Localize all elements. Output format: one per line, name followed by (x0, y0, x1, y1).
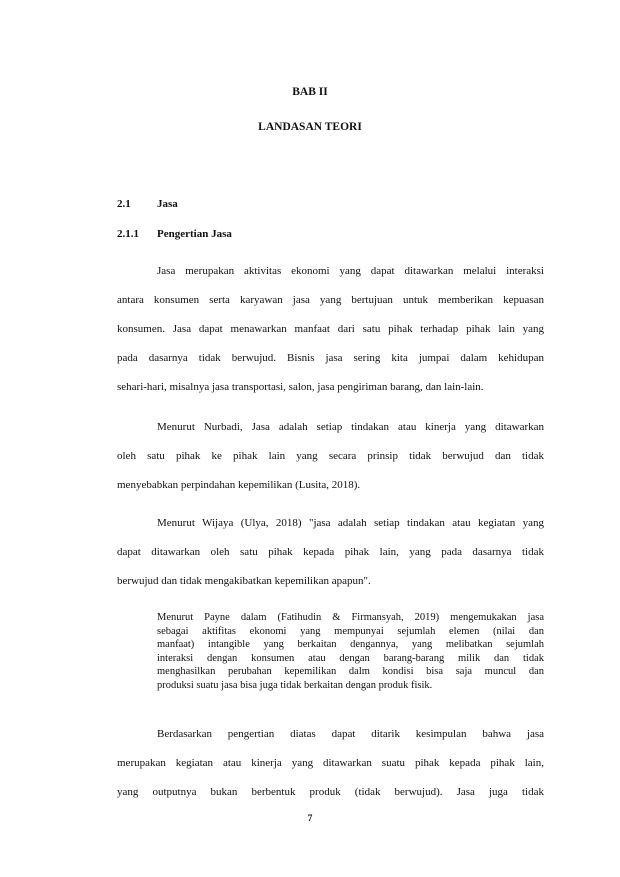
paragraph-line: pada dasarnya tidak berwujud. Bisnis jasa sering kita jumpai dalam kehidupan (117, 352, 544, 364)
paragraph-3 (117, 516, 544, 603)
quote-line: menghasilkan perubahan kepemilikan dalm kondisi bisa saja muncul dan (157, 666, 544, 678)
section-number: 2.1 (117, 198, 131, 210)
paragraph-line: Menurut Nurbadi, Jasa adalah setiap tindakan atau kinerja yang ditawarkan (157, 421, 544, 433)
conclusion-paragraph (117, 727, 544, 814)
paragraph-line: antara konsumen serta karyawan jasa yang bertujuan untuk memberikan kepuasan (117, 294, 544, 306)
paragraph-line: dapat ditawarkan oleh satu pihak kepada pihak lain, yang pada dasarnya tidak (117, 546, 544, 558)
subsection-heading (117, 228, 232, 240)
paragraph-line: berwujud dan tidak mengakibatkan kepemilikan apapun". (117, 575, 371, 587)
subsection-number: 2.1.1 (117, 228, 139, 240)
paragraph-line: yang outputnya bukan berbentuk produk (tidak berwujud). Jasa juga tidak (117, 786, 544, 798)
paragraph-line: konsumen. Jasa dapat menawarkan manfaat dari satu pihak terhadap pihak lain yang (117, 323, 544, 335)
block-quote (157, 611, 544, 693)
paragraph-line: Berdasarkan pengertian diatas dapat ditarik kesimpulan bahwa jasa (157, 728, 544, 740)
subsection-title: Pengertian Jasa (157, 228, 232, 240)
quote-line: sebagai aktifitas ekonomi yang mempunyai sejumlah elemen (nilai dan (157, 625, 544, 637)
quote-line: produksi suatu jasa bisa juga tidak berkaitan dengan produk fisik. (157, 679, 433, 691)
paragraph-line: sehari-hari, misalnya jasa transportasi, salon, jasa pengiriman barang, dan lain-lain. (117, 381, 484, 393)
quote-line: Menurut Payne dalam (Fatihudin & Firmansyah, 2019) mengemukakan jasa (157, 612, 544, 623)
paragraph-line: menyebabkan perpindahan kepemilikan (Lusita, 2018). (117, 479, 361, 491)
section-heading (117, 198, 178, 210)
paragraph-1 (117, 264, 544, 409)
chapter-title: LANDASAN TEORI (258, 121, 362, 133)
page-number: 7 (307, 814, 313, 824)
paragraph-2 (117, 420, 544, 507)
section-title: Jasa (157, 198, 178, 210)
quote-line: manfaat) intangible yang berkaitan dengannya, yang melibatkan sejumlah (157, 639, 544, 651)
paragraph-line: merupakan kegiatan atau kinerja yang ditawarkan suatu pihak kepada pihak lain, (117, 757, 544, 769)
paragraph-line: oleh satu pihak ke pihak lain yang secara prinsip tidak berwujud dan tidak (117, 450, 544, 462)
chapter-number: BAB II (292, 86, 328, 98)
paragraph-line: Menurut Wijaya (Ulya, 2018) "jasa adalah setiap tindakan atau kegiatan yang (157, 517, 544, 529)
quote-line: interaksi dengan konsumen atau dengan barang-barang milik dan tidak (157, 652, 544, 664)
paragraph-line: Jasa merupakan aktivitas ekonomi yang dapat ditawarkan melalui interaksi (157, 265, 544, 277)
